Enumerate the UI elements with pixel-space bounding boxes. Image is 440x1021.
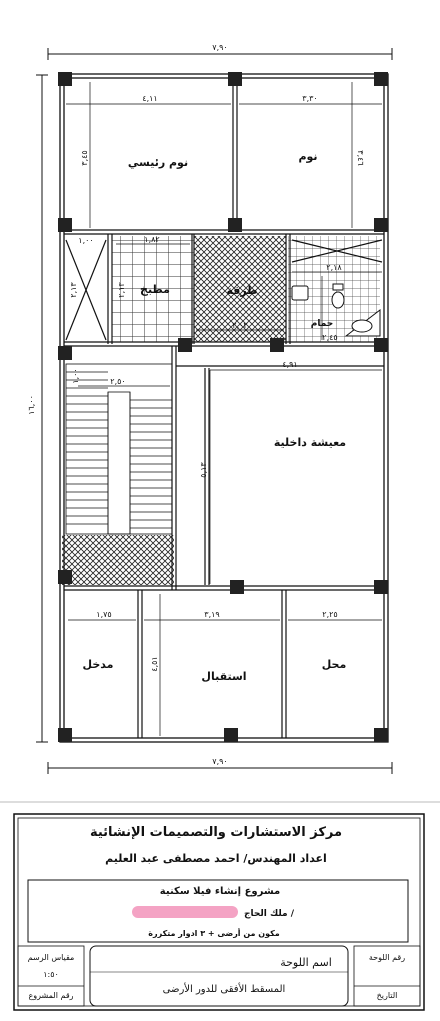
- dim-shaft-height: ٢,١٣: [69, 282, 78, 298]
- room-bedroom: نوم: [298, 150, 318, 163]
- scale-label: مقياس الرسم: [27, 953, 75, 962]
- staircase: [66, 364, 172, 534]
- dim-kitchen-height: ٢,١٣: [117, 282, 126, 298]
- title-project: مشروع إنشاء فيلا سكنية: [159, 886, 281, 897]
- title-owner-label: ملك الحاج /: [244, 909, 294, 919]
- overall-width-top: ٧,٩٠: [212, 43, 228, 52]
- stair-landing-floor: [62, 535, 174, 585]
- room-master-bedroom: نوم رئيسي: [127, 156, 189, 169]
- title-center-name: مركز الاستشارات والتصميمات الإنشائية: [89, 825, 343, 840]
- dim-master-width: ٤,١١: [142, 94, 158, 103]
- dim-living-width: ٤,٩١: [282, 360, 298, 369]
- dim-stair-width: ٢,٥٠: [110, 377, 126, 386]
- outer-walls: [60, 74, 388, 742]
- interior-walls: [64, 78, 384, 738]
- room-bathroom: حمام: [310, 319, 334, 329]
- dim-shaft-top: ١,٠٠: [78, 236, 94, 245]
- sheet-no-label: رقم اللوحة: [368, 953, 406, 962]
- dim-kitchen-width: ١,٨٢: [144, 235, 160, 244]
- dim-stair-top: ١,٠٠: [71, 368, 80, 384]
- dim-bathroom-height: ٢,٤٥: [322, 333, 338, 342]
- scale-value: ١:٥٠: [43, 970, 59, 979]
- dim-living-height: ٥,١٣: [199, 462, 208, 478]
- dim-corridor-width: ٢,٠٢: [232, 321, 248, 330]
- dim-shop-width: ٢,٢٥: [322, 610, 338, 619]
- title-composition: مكون من أرضى + ٣ ادوار متكررة: [148, 929, 280, 938]
- dim-bedroom-width: ٣,٣٠: [302, 94, 318, 103]
- sheet-name-value: المسقط الأفقى للدور الأرضى: [162, 984, 286, 995]
- room-corridor: طرقة: [226, 284, 258, 297]
- owner-name-redaction: [132, 906, 238, 918]
- room-entrance: مدخل: [82, 658, 114, 671]
- room-shop: محل: [321, 658, 347, 671]
- overall-height: ١٦,٠٠: [27, 395, 36, 415]
- overall-width-bottom: ٧,٩٠: [212, 757, 228, 766]
- dim-bathroom-width: ٢,١٨: [326, 263, 342, 272]
- sheet-name-label: اسم اللوحة: [280, 956, 332, 969]
- dim-entrance-width: ١,٧٥: [96, 610, 112, 619]
- dim-master-height: ٣,٤٥: [80, 150, 89, 166]
- project-no-label: رقم المشروع: [28, 991, 74, 1000]
- room-dimension-lines: [66, 82, 382, 736]
- room-living: معيشة داخلية: [273, 436, 347, 449]
- room-reception: استقبال: [201, 670, 247, 683]
- columns: [58, 72, 388, 742]
- dim-reception-height: ٤,٥١: [150, 656, 159, 672]
- room-kitchen: مطبخ: [140, 283, 170, 296]
- date-label: التاريخ: [376, 991, 398, 1000]
- dim-reception-width: ٣,١٩: [204, 610, 220, 619]
- dim-bedroom-height: ٣,٤٦: [356, 150, 365, 166]
- title-prepared-by: اعداد المهندس/ احمد مصطفى عبد العليم: [105, 852, 327, 865]
